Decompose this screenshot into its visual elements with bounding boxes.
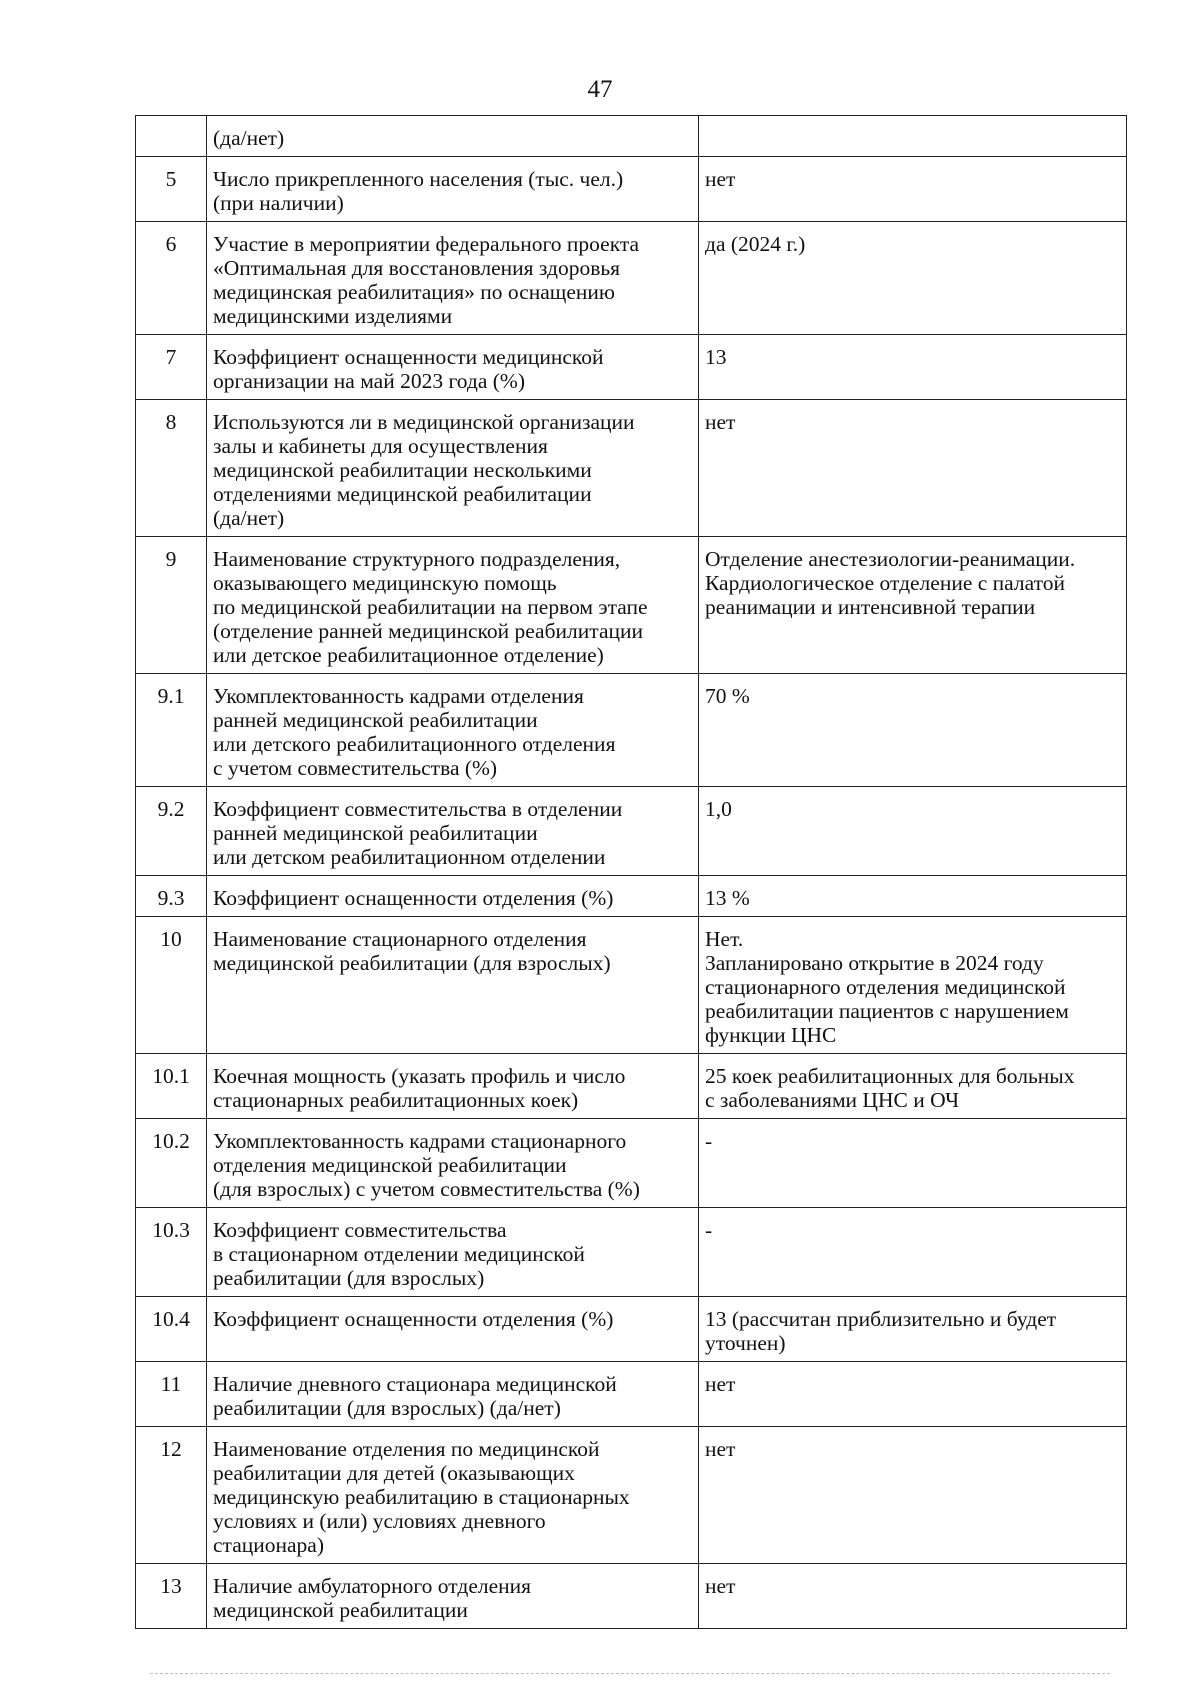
indicator-value-line: уточнен) [705,1331,786,1355]
indicator-name-cell [207,1427,699,1564]
indicator-name-line: Коэффициент совместительства в отделении [213,797,623,821]
indicator-name-line: или детское реабилитационное отделение) [213,643,604,667]
indicator-name-line: (для взрослых) с учетом совместительства (%) [213,1177,640,1201]
indicator-name-line: Коэффициент совместительства [213,1218,507,1242]
row-number-cell: 13 [136,1564,207,1629]
indicator-name-cell [207,537,699,674]
indicator-name-line: Наличие дневного стационара медицинской [213,1372,617,1396]
indicator-value-cell [699,1427,1127,1564]
indicator-name-line: отделения медицинской реабилитации [213,1153,567,1177]
row-number-cell: 7 [136,335,207,400]
table-row [136,917,1127,1054]
indicator-name-line: медицинской реабилитации (для взрослых) [213,951,611,975]
indicator-name-cell [207,1208,699,1297]
indicator-name-line: (да/нет) [213,126,285,150]
row-number-cell: 9.2 [136,787,207,876]
table-row [136,157,1127,222]
indicator-name-cell [207,1054,699,1119]
indicator-value-line: Запланировано открытие в 2024 году [705,951,1044,975]
indicator-value-line: - [705,1129,713,1153]
indicator-value-cell [699,917,1127,1054]
table-row [136,1054,1127,1119]
indicator-name-cell [207,787,699,876]
indicator-name-cell [207,116,699,157]
row-number-cell: 10.1 [136,1054,207,1119]
indicator-name-cell [207,1564,699,1629]
indicator-name-line: «Оптимальная для восстановления здоровья [213,256,621,280]
table-row [136,1427,1127,1564]
table-row [136,335,1127,400]
indicator-value-cell [699,1564,1127,1629]
row-number-cell: 10.3 [136,1208,207,1297]
indicator-value-cell [699,1362,1127,1427]
indicator-name-line: (отделение ранней медицинской реабилитации [213,619,643,643]
table-body [136,116,1127,1629]
indicator-name-cell [207,876,699,917]
indicator-value-line: - [705,1218,713,1242]
indicator-value-line: да (2024 г.) [705,232,806,256]
indicator-value-cell [699,1119,1127,1208]
row-number-cell: 8 [136,400,207,537]
row-number-cell: 9 [136,537,207,674]
indicator-value-cell [699,400,1127,537]
indicator-name-line: или детского реабилитационного отделения [213,732,616,756]
table-row [136,1297,1127,1362]
indicator-name-line: (да/нет) [213,506,285,530]
table-row [136,537,1127,674]
indicator-value-cell [699,1297,1127,1362]
indicator-name-line: Укомплектованность кадрами отделения [213,684,584,708]
row-number-cell: 10.4 [136,1297,207,1362]
indicator-name-line: Коэффициент оснащенности отделения (%) [213,1307,614,1331]
indicator-name-line: Укомплектованность кадрами стационарного [213,1129,627,1153]
row-number-cell: 6 [136,222,207,335]
indicator-value-cell [699,787,1127,876]
indicator-value-line: реанимации и интенсивной терапии [705,595,1036,619]
indicator-value-cell [699,335,1127,400]
indicator-name-cell [207,917,699,1054]
indicator-value-cell [699,674,1127,787]
table-row [136,222,1127,335]
indicator-name-cell [207,1362,699,1427]
indicator-name-cell [207,157,699,222]
indicator-name-line: ранней медицинской реабилитации [213,821,538,845]
indicator-value-line: 13 % [705,886,750,910]
indicator-name-line: Наличие амбулаторного отделения [213,1574,532,1598]
indicator-name-line: (при наличии) [213,191,344,215]
indicator-name-line: с учетом совместительства (%) [213,756,498,780]
indicator-value-line: 1,0 [705,797,732,821]
indicator-value-line: стационарного отделения медицинской [705,975,1066,999]
table-row [136,1564,1127,1629]
indicator-name-line: Участие в мероприятии федерального проекта [213,232,640,256]
indicator-name-line: Наименование структурного подразделения, [213,547,621,571]
indicator-name-line: Наименование стационарного отделения [213,927,587,951]
document-table [135,115,1127,1629]
indicator-value-line: нет [705,167,736,191]
table-row [136,787,1127,876]
indicator-name-line: организации на май 2023 года (%) [213,369,525,393]
indicator-name-line: медицинскую реабилитацию в стационарных [213,1485,630,1509]
indicator-name-line: медицинскими изделиями [213,304,453,328]
indicator-value-line: 13 (рассчитан приблизительно и будет [705,1307,1057,1331]
table-row [136,674,1127,787]
indicator-value-line: Отделение анестезиологии-реанимации. [705,547,1076,571]
indicator-value-cell [699,116,1127,157]
indicator-name-line: условиях и (или) условиях дневного [213,1509,546,1533]
page-number: 47 [587,76,613,103]
indicator-name-cell [207,1297,699,1362]
table-row [136,1119,1127,1208]
row-number-cell: 10 [136,917,207,1054]
table-row [136,876,1127,917]
indicator-name-line: оказывающего медицинскую помощь [213,571,557,595]
indicator-value-line: нет [705,1437,736,1461]
indicator-name-line: в стационарном отделении медицинской [213,1242,585,1266]
indicator-value-line: реабилитации пациентов с нарушением [705,999,1069,1023]
indicator-name-cell [207,674,699,787]
indicator-value-cell [699,157,1127,222]
table-row [136,1362,1127,1427]
row-number-cell: 12 [136,1427,207,1564]
indicator-name-line: Наименование отделения по медицинской [213,1437,600,1461]
indicator-name-line: Коэффициент оснащенности отделения (%) [213,886,614,910]
indicator-name-line: медицинская реабилитация» по оснащению [213,280,615,304]
row-number-cell: 10.2 [136,1119,207,1208]
indicator-name-line: Число прикрепленного населения (тыс. чел.) [213,167,624,191]
indicator-name-cell [207,400,699,537]
indicator-name-line: реабилитации для детей (оказывающих [213,1461,575,1485]
indicator-name-line: стационарных реабилитационных коек) [213,1088,579,1112]
indicator-value-line: с заболеваниями ЦНС и ОЧ [705,1088,960,1112]
indicator-name-line: отделениями медицинской реабилитации [213,482,592,506]
row-number-cell: 9.3 [136,876,207,917]
indicator-name-line: по медицинской реабилитации на первом этапе [213,595,648,619]
indicator-value-line: нет [705,1574,736,1598]
indicator-value-line: Нет. [705,927,744,951]
indicator-name-line: медицинской реабилитации [213,1598,468,1622]
row-number-cell: 9.1 [136,674,207,787]
table-row [136,116,1127,157]
table-row [136,1208,1127,1297]
indicator-value-cell [699,876,1127,917]
row-number-cell [136,116,207,157]
indicator-name-line: медицинской реабилитации несколькими [213,458,592,482]
indicator-value-line: 25 коек реабилитационных для больных [705,1064,1075,1088]
indicator-value-line: функции ЦНС [705,1023,837,1047]
indicator-name-line: Коэффициент оснащенности медицинской [213,345,604,369]
indicator-value-line: нет [705,1372,736,1396]
indicator-value-line: 70 % [705,684,750,708]
table-row [136,400,1127,537]
indicator-value-line: нет [705,410,736,434]
indicator-name-line: Коечная мощность (указать профиль и число [213,1064,626,1088]
indicator-name-line: реабилитации (для взрослых) [213,1266,485,1290]
indicator-value-line: Кардиологическое отделение с палатой [705,571,1065,595]
indicator-name-cell [207,335,699,400]
indicator-name-line: стационара) [213,1533,325,1557]
indicator-name-line: или детском реабилитационном отделении [213,845,606,869]
page-edge-marks [150,1673,1110,1676]
indicator-value-line: 13 [705,345,727,369]
indicator-value-cell [699,1208,1127,1297]
row-number-cell: 5 [136,157,207,222]
indicator-name-cell [207,222,699,335]
indicator-value-cell [699,1054,1127,1119]
indicator-name-line: залы и кабинеты для осуществления [213,434,548,458]
row-number-cell: 11 [136,1362,207,1427]
indicator-name-line: ранней медицинской реабилитации [213,708,538,732]
indicator-value-cell [699,222,1127,335]
indicator-value-cell [699,537,1127,674]
indicator-name-line: Используются ли в медицинской организации [213,410,635,434]
indicator-name-line: реабилитации (для взрослых) (да/нет) [213,1396,561,1420]
indicator-name-cell [207,1119,699,1208]
